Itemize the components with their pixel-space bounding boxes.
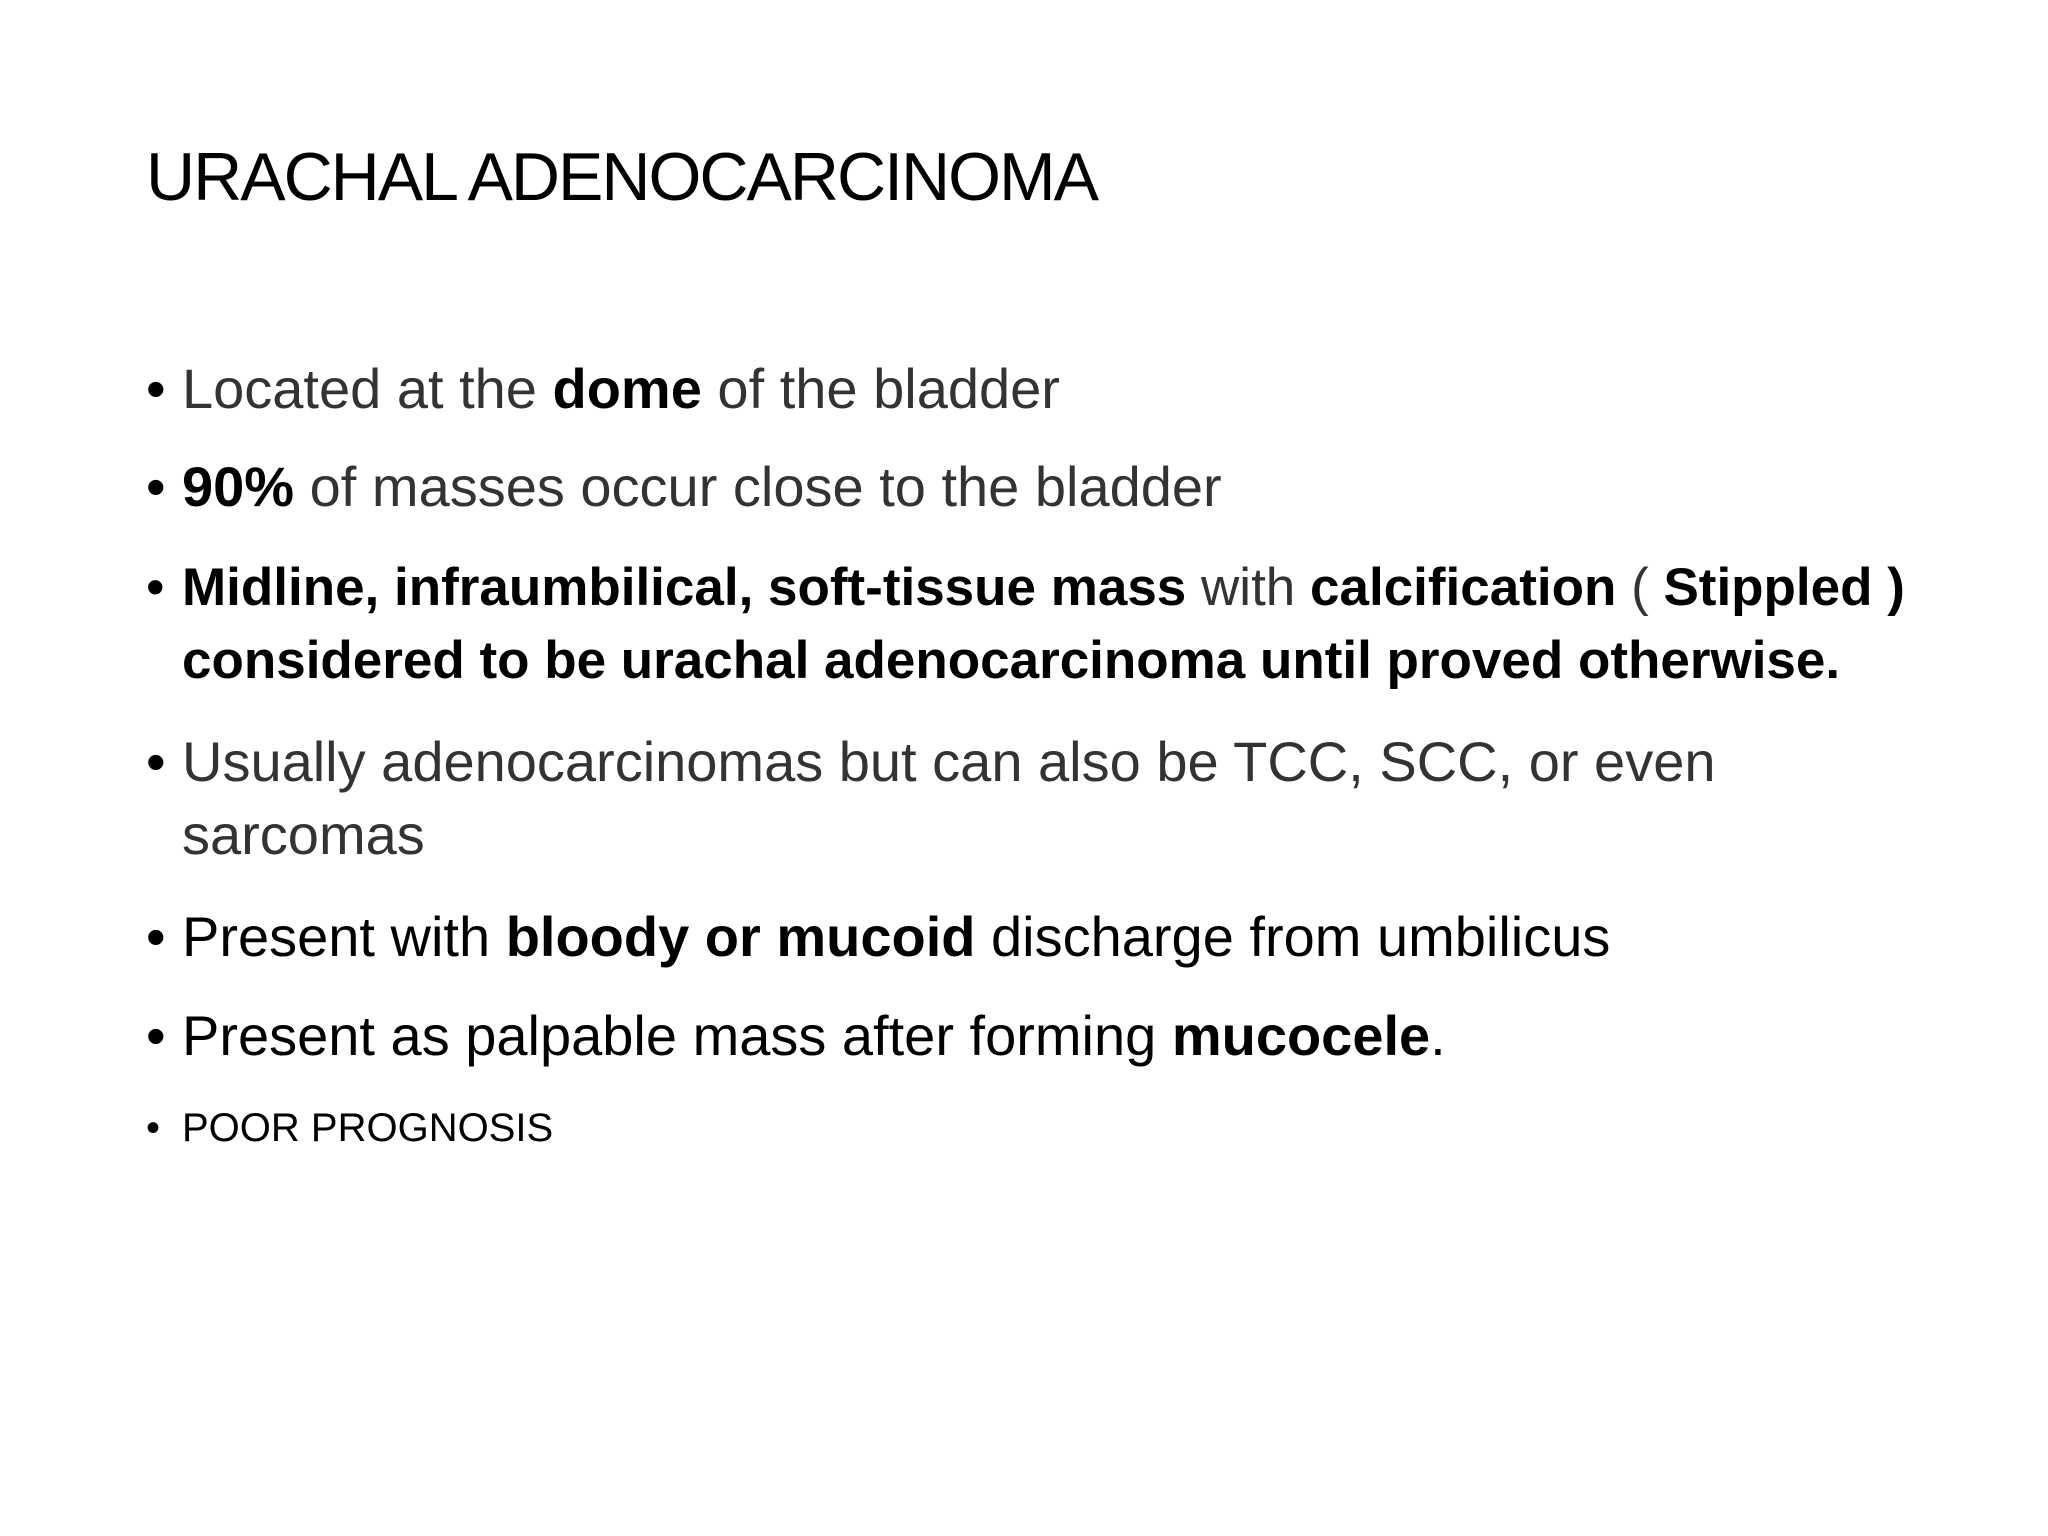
bullet-dot-icon: • [146,357,166,420]
text-segment: Present with [182,905,506,968]
text-segment: Present as palpable mass after forming [182,1004,1172,1067]
text-segment: of masses occur close to the bladder [294,455,1222,518]
list-item [146,1102,1946,1154]
text-segment: . [1430,1004,1446,1067]
bullet-dot-icon: • [146,1004,166,1067]
emphasis-text: bloody or mucoid [505,905,976,968]
text-segment: with [1186,558,1310,617]
text-segment: POOR PROGNOSIS [182,1106,554,1150]
bullet-dot-icon: • [146,905,166,968]
bullet-dot-icon: • [146,730,166,793]
list-item [146,450,1946,523]
emphasis-text: calcification [1310,558,1617,617]
bullet-list [146,352,1946,1154]
text-segment: ( [1616,558,1664,617]
list-item [146,900,1946,973]
emphasis-text: dome [552,357,702,420]
list-item [146,551,1946,697]
list-item [146,725,1946,871]
text-segment: Usually adenocarcinomas but can also be TCC, SCC, or even sarcomas [182,730,1716,866]
bullet-dot-icon: • [146,455,166,518]
text-segment: discharge from umbilicus [975,905,1611,968]
slide-title: URACHAL ADENOCARCINOMA [146,139,1097,215]
emphasis-text: Stippled ) [1663,558,1905,617]
bullet-dot-icon: • [146,1106,161,1150]
emphasis-text: considered to be urachal adenocarcinoma until proved otherwise. [182,631,1841,690]
emphasis-text: mucocele [1171,1004,1431,1067]
list-item [146,352,1946,425]
text-segment: Located at the [182,357,553,420]
text-segment: of the bladder [701,357,1060,420]
emphasis-text: 90% [182,455,295,518]
bullet-dot-icon: • [146,558,165,617]
emphasis-text: Midline, infraumbilical, soft-tissue mass [182,558,1187,617]
list-item [146,999,1946,1072]
